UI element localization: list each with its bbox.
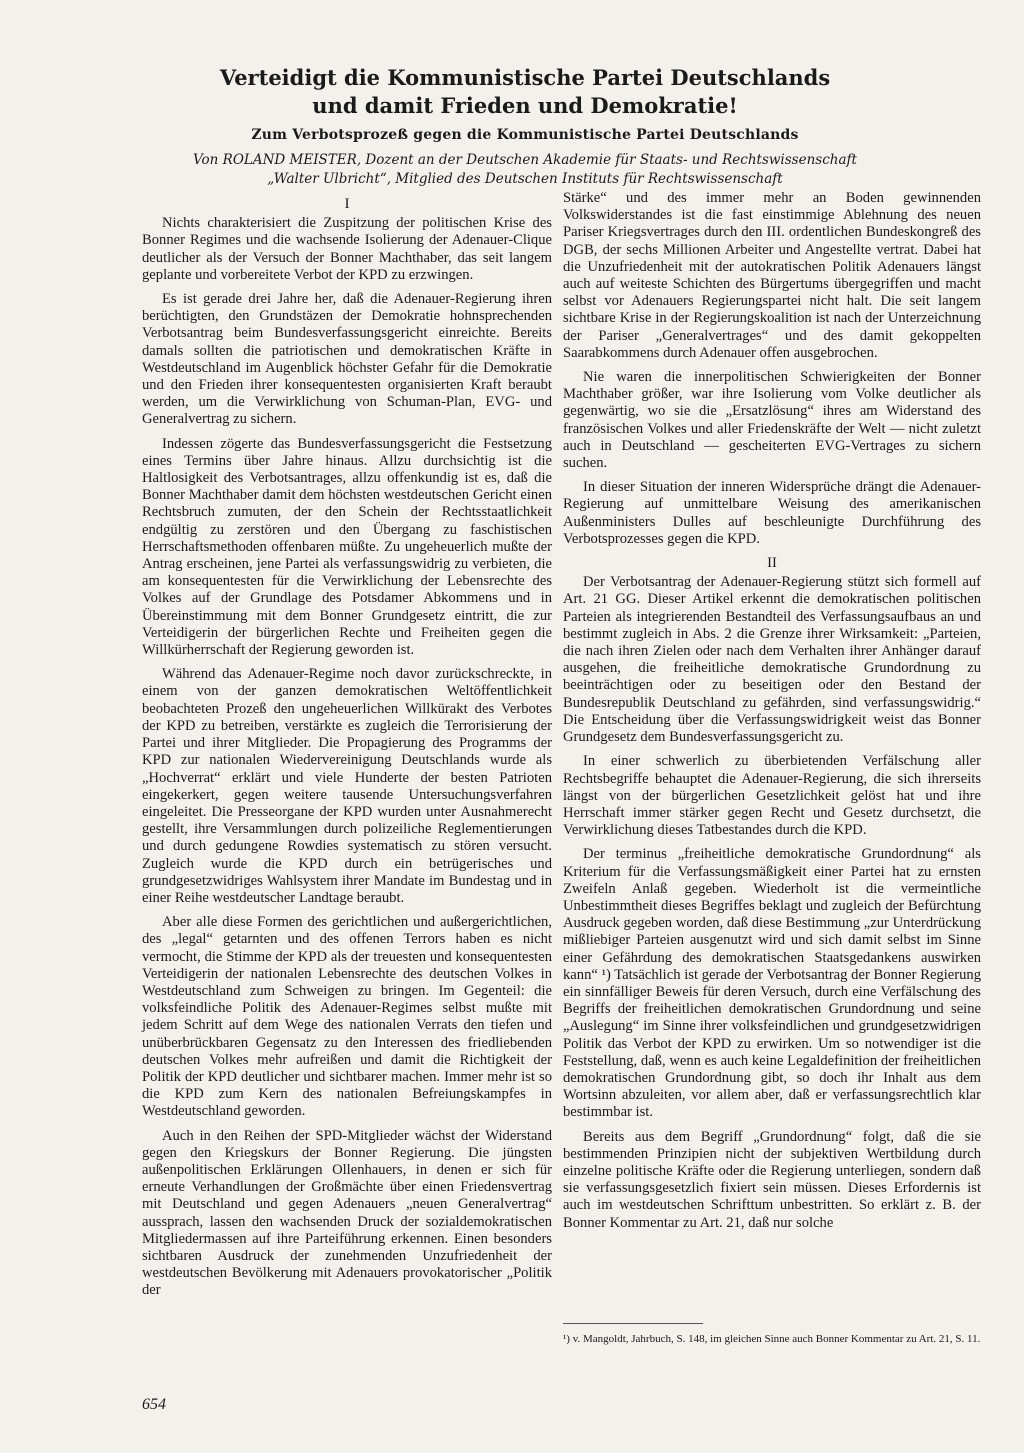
paragraph: Nichts charakterisiert die Zuspitzung der politischen Krise des Bonner Regimes und die wachsende Isolierung der Adenauer-Clique deutlicher als der Versuch der Bonner Machthaber, das seit langem geplante und vorbereitete Verbot der KPD zu erzwingen. xyxy=(142,215,552,283)
paragraph: Aber alle diese Formen des gerichtlichen und außergerichtlichen, des „legal“ getarnten und des offenen Terrors haben es nicht vermocht, die Stimme der KPD als der treuesten und konsequentesten Verteidigerin der nationalen Lebensrechte des deutschen Volkes in Westdeutschland zum Schweigen zu bringen. Im Gegenteil: die volksfeindliche Politik des Adenauer-Regimes selbst mußte mit jedem Schritt auf dem Wege des nationalen Verrats den tiefen und unüberbrückbaren Gegensatz zu den Interessen des friedliebenden deutschen Volkes mehr aufreißen und damit die Richtigkeit der Politik der KPD deutlicher und sichtbarer machen. Immer mehr ist so die KPD zum Kern des nationalen Befreiungskampfes in Westdeutschland geworden. xyxy=(142,914,552,1120)
paragraph: Stärke“ und des immer mehr an Boden gewinnenden Volkswiderstandes ist die fast einstimmige Ablehnung des neuen Pariser Kriegsvertrages durch den III. ordentlichen Bundeskongreß des DGB, der sechs Millionen Arbeiter und Angestellte vertrat. Dabei hat die Unzufriedenheit mit der autokratischen Politik Adenauers längst auch auf weiteste Schichten des Bürgertums übergegriffen und macht selbst vor Adenauers Regierungspartei nicht halt. Die seit langem sichtbare Krise in der Regierungskoalition ist nach der Unterzeichnung der Pariser „Generalvertrages“ und des damit gekoppelten Saarabkommens durch Adenauer offen ausgebrochen. xyxy=(563,190,981,361)
footnote: ¹) v. Mangoldt, Jahrbuch, S. 148, im gleichen Sinne auch Bonner Kommentar zu Art. 21, S. 11. xyxy=(563,1333,981,1345)
paragraph: Es ist gerade drei Jahre her, daß die Adenauer-Regierung ihren berüchtigten, den Grundstäzen der Demokratie hohnsprechenden Verbotsantrag beim Bundesverfassungsgericht einreichte. Bereits damals sollten die patriotischen und demokratischen Kräfte in Westdeutschland im Augenblick höchster Gefahr für die Demokratie und den Frieden ihrer konsequentesten organisierten Kraft beraubt werden, um die Verwirklichung von Schuman-Plan, EVG- und Generalvertrag zu sichern. xyxy=(142,291,552,428)
author-byline-line-2: „Walter Ulbricht“, Mitglied des Deutschen Instituts für Rechtswissenschaft xyxy=(267,171,783,187)
paragraph: Während das Adenauer-Regime noch davor zurückschreckte, in einem von der ganzen demokratischen Weltöffentlichkeit beobachteten Prozeß den ungeheuerlichen Willkürakt des Verbotes der KPD zu betreiben, verstärkte es zugleich die Terrorisierung der Partei und ihrer Mitglieder. Die Propagierung des Programms der KPD zur nationalen Wiedervereinigung Deutschlands wurde als „Hochverrat“ erklärt und viele Hunderte der besten Patrioten eingekerkert, gegen weitere tausende Untersuchungsverfahren eingeleitet. Die Presseorgane der KPD wurden unter Ausnahmerecht gestellt, ihre Versammlungen durch polizeiliche Reglementierungen und durch gedungene Rowdies systematisch zu stören versucht. Zugleich wurde die KPD durch ein betrügerisches und grundgesetzwidriges Wahlsystem ihrer Mandate im Bundestag und in einer Reihe westdeutscher Landtage beraubt. xyxy=(142,666,552,906)
article-title-line-1: Verteidigt die Kommunistische Partei Deutschlands xyxy=(219,65,831,90)
paragraph: Der terminus „freiheitliche demokratische Grundordnung“ als Kriterium für die Verfassungsmäßigkeit einer Partei hat zu ernsten Zweifeln Anlaß gegeben. Wiederholt ist die vermeintliche Unbestimmtheit dieses Begriffes beklagt und zugleich der Befürchtung Ausdruck gegeben worden, daß diese Bestimmung „zur Unterdrückung mißliebiger Parteien ausgenutzt wird und sich damit selbst im Sinne einer Gefährdung des demokratischen Staatsgedankens auswirken kann“ ¹) Tatsächlich ist gerade der Verbotsantrag der Bonner Regierung ein sinnfälliger Beweis für deren Versuch, durch eine Verfälschung des Begriffs der freiheitlichen demokratischen Grundordnung und seine „Auslegung“ im Sinne ihrer volksfeindlichen und grundgesetzwidrigen Politik das Verbot der KPD zu erwirken. Um so notwendiger ist die Feststellung, daß, wenn es auch keine Legaldefinition der freiheitlichen demokratischen Grundordnung gibt, so doch ihr Inhalt aus dem Wortsinn abzuleiten, vor allem aber, daß er verfassungsrechtlich klar bestimmbar ist. xyxy=(563,846,981,1121)
article-title-line-2: und damit Frieden und Demokratie! xyxy=(312,93,738,118)
paragraph: Bereits aus dem Begriff „Grundordnung“ folgt, daß die sie bestimmenden Prinzipien nicht der subjektiven Wertbildung durch einzelne politische Kräfte oder die Regierung unterliegen, sondern daß sie verfassungsgesetzlich fixiert sein müssen. Dieses Erfordernis ist auch im westdeutschen Schrifttum unbestritten. So erklärt z. B. der Bonner Kommentar zu Art. 21, daß nur solche xyxy=(563,1128,981,1231)
section-heading-2: II xyxy=(767,555,777,572)
paragraph: Nie waren die innerpolitischen Schwierigkeiten der Bonner Machthaber größer, war ihre Isolierung vom Volke deutlicher als gegenwärtig, wo sie die „Ersatzlösung“ ihres am Widerstand des französischen Volkes und aller Friedenskräfte der Welt — nicht zuletzt auch in Deutschland — gescheiterten EVG-Vertrages zu sichern suchen. xyxy=(563,369,981,472)
paragraph: Indessen zögerte das Bundesverfassungsgericht die Festsetzung eines Termins über Jahre hinaus. Allzu durchsichtig ist die Haltlosigkeit des Verbotsantrages, allzu offenkundig ist es, daß die Bonner Machthaber damit dem höchsten westdeutschen Gericht einen Rechtsbruch zumuten, der den Schein der Rechtsstaatlichkeit endgültig zu zerstören und den Übergang zu faschistischen Herrschaftsmethoden offenbaren müßte. Zu ungeheuerlich mußte der Antrag erscheinen, jene Partei als verfassungswidrig zu verbieten, die am konsequentesten für die Verwirklichung der Lebensrechte des Volkes auf der Grundlage des Potsdamer Abkommens und in Übereinstimmung mit dem Bonner Grundgesetz eintritt, die zur Verteidigerin der bürgerlichen Rechte und Freiheiten gegen die Willkürherrschaft der Regierung geworden ist. xyxy=(142,435,552,659)
paragraph: Der Verbotsantrag der Adenauer-Regierung stützt sich formell auf Art. 21 GG. Dieser Artikel erkennt die demokratischen politischen Parteien als integrierenden Bestandteil des Verfassungsaufbaus an und bestimmt zugleich in Abs. 2 die Grenze ihrer Wirksamkeit: „Parteien, die nach ihren Zielen oder nach dem Verhalten ihrer Anhänger darauf ausgehen, die freiheitliche demokratische Grundordnung zu beeinträchtigen oder zu beseitigen oder den Bestand der Bundesrepublik Deutschland zu gefährden, sind verfassungswidrig.“ Die Entscheidung über die Verfassungswidrigkeit weist das Bonner Grundgesetz dem Bundesverfassungsgericht zu. xyxy=(563,574,981,746)
paragraph: In einer schwerlich zu überbietenden Verfälschung aller Rechtsbegriffe behauptet die Adenauer-Regierung, die sich ihrerseits längst von der bürgerlichen Gesetzlichkeit gelöst hat und ihre Herrschaft immer stärker gegen Recht und Gesetz durchsetzt, die Verwirklichung dieses Tatbestandes durch die KPD. xyxy=(563,753,981,839)
right-column xyxy=(563,190,981,1270)
section-heading-1: I xyxy=(344,196,350,212)
footnote-divider xyxy=(563,1323,703,1324)
left-column xyxy=(142,196,552,1376)
article-subtitle: Zum Verbotsprozeß gegen die Kommunistische Partei Deutschlands xyxy=(251,127,799,143)
paragraph: In dieser Situation der inneren Widersprüche drängt die Adenauer-Regierung auf unmittelbare Weisung des amerikanischen Außenministers Dulles auf beschleunigte Durchführung des Verbotsprozesses gegen die KPD. xyxy=(563,479,981,547)
author-byline-line-1: Von ROLAND MEISTER, Dozent an der Deutschen Akademie für Staats- und Rechtswissenschaft xyxy=(193,152,857,168)
page-number: 654 xyxy=(142,1396,166,1413)
paragraph: Auch in den Reihen der SPD-Mitglieder wächst der Widerstand gegen den Kriegskurs der Bonner Regierung. Die jüngsten außenpolitischen Erklärungen Ollenhauers, in denen er sich für erneute Verhandlungen der Großmächte über einen Friedensvertrag mit Deutschland und gegen Adenauers „neuen Generalvertrag“ aussprach, lassen den wachsenden Druck der sozialdemokratischen Mitgliedermassen auf ihre Parteiführung erkennen. Einen besonders sichtbaren Ausdruck der zunehmenden Unzufriedenheit der westdeutschen Bevölkerung mit Adenauers provokatorischer „Politik der xyxy=(142,1127,552,1299)
